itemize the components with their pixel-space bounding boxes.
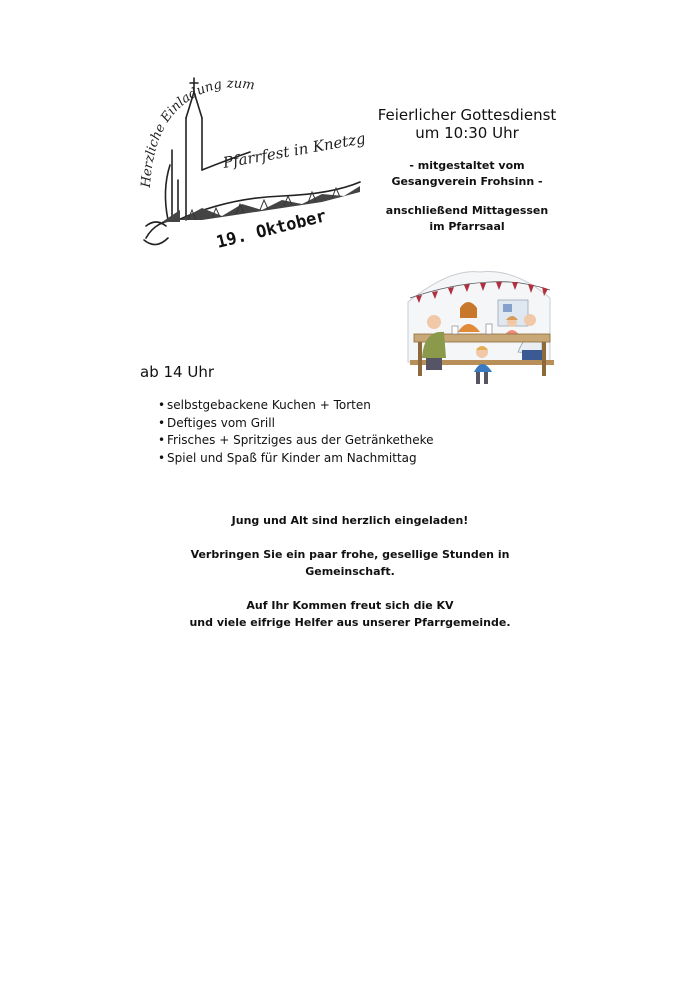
list-item: • Deftiges vom Grill (158, 415, 434, 433)
party-table-icon (400, 262, 560, 394)
list-item: • Spiel und Spaß für Kinder am Nachmittag (158, 450, 434, 468)
logo-arc-text: Herzliche Einladung zum (138, 76, 256, 189)
svg-text:Herzliche Einladung zum (139, 77, 256, 190)
closing-line3a: Auf Ihr Kommen freut sich die KV (246, 599, 454, 612)
church-sketch-icon (132, 70, 364, 255)
logo-date: 19. Oktober (214, 206, 329, 253)
closing-line3b: und viele eifrige Helfer aus unserer Pfarrgemeinde. (189, 616, 511, 629)
service-lunch-line1: anschließend Mittagessen (385, 204, 549, 217)
festive-table-illustration (400, 262, 560, 394)
closing-line2b: Gemeinschaft. (305, 565, 395, 578)
service-lunch-line2: im Pfarrsaal (429, 220, 505, 233)
afternoon-list (158, 397, 434, 467)
list-item: • Frisches + Spritziges aus der Getränketheke (158, 432, 434, 450)
closing-line1: Jung und Alt sind herzlich eingeladen! (231, 514, 469, 527)
service-block (362, 106, 572, 235)
service-title-line1: Feierlicher Gottesdienst (377, 106, 557, 124)
service-choir-line2: Gesangverein Frohsinn - (391, 175, 543, 188)
closing-line2a: Verbringen Sie ein paar frohe, gesellige Stunden in (190, 548, 510, 561)
afternoon-title: ab 14 Uhr (140, 363, 214, 381)
pfarrfest-logo (132, 70, 364, 255)
service-choir-line1: - mitgestaltet vom (409, 159, 525, 172)
service-title-line2: um 10:30 Uhr (415, 124, 519, 142)
list-item: • selbstgebackene Kuchen + Torten (158, 397, 434, 415)
logo-fest-text: Pfarrfest in Knetzgau (221, 125, 364, 172)
closing-block (0, 512, 700, 648)
